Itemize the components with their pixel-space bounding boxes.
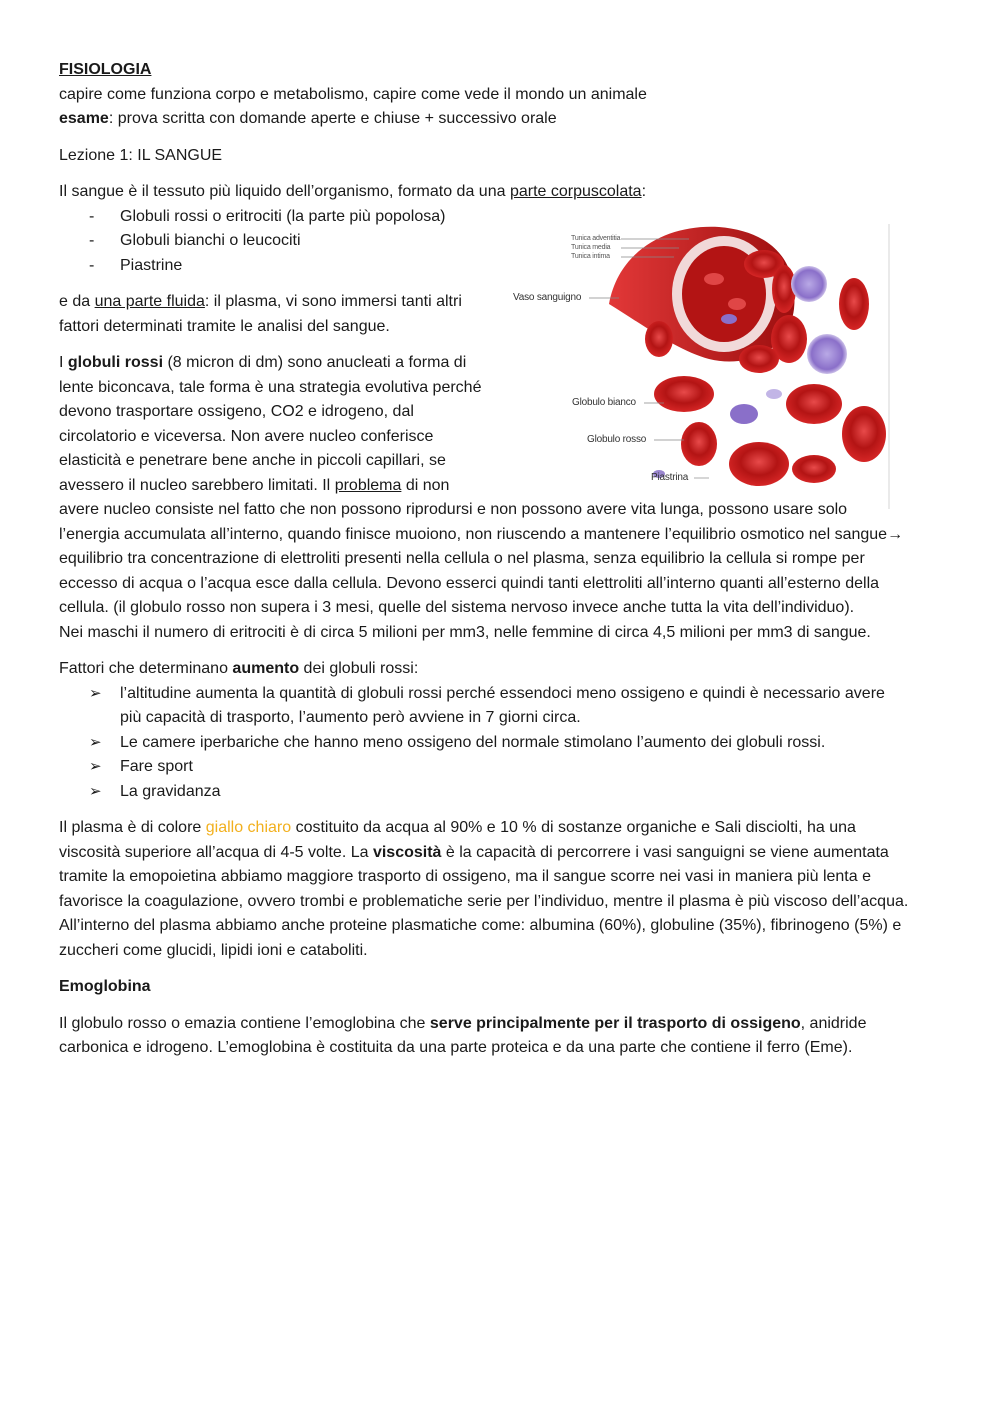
intro-line: capire come funziona corpo e metabolismo, capire come vede il mondo un animale	[59, 85, 647, 103]
exam-line: esame: prova scritta con domande aperte e chiuse + successivo orale	[59, 110, 557, 127]
label-media: Tunica media	[571, 244, 611, 251]
arrowhead-icon: ➢	[89, 684, 102, 702]
list-item: - Globuli bianchi o leucociti	[89, 232, 301, 249]
factors-intro: Fattori che determinano aumento dei globuli rossi:	[59, 660, 419, 677]
label-red-cell: Globulo rosso	[587, 434, 647, 445]
label-white-cell: Globulo bianco	[572, 397, 636, 408]
red-cells-continuation: avere nucleo consiste nel fatto che non possono riprodursi e non possono avere vita lunga, possono usare solo l’energia accumulata all’interno, quando finisce muoiono, non riuscendo a mantenere l’equilibrio osmotico nel sangue→ equilibrio tra concentrazione di elettroliti presenti nella cellula o nel plasma, senza equilibrio la cellula si rompe per eccesso di acqua o l’acqua esce dalla cellula. Devono esserci quindi tanti elettroliti all’interno quanti all’esterno della cellula. (il globulo rosso non supera i 3 mesi, quelle del sistema nervoso invece anche tutta la vita dell’individuo).	[59, 501, 904, 616]
list-item: ➢ Fare sport	[59, 755, 909, 780]
blood-intro: Il sangue è il tessuto più liquido dell’organismo, formato da una parte corpuscolata:	[59, 183, 647, 200]
hemoglobin-paragraph: Il globulo rosso o emazia contiene l’emoglobina che serve principalmente per il trasporto di ossigeno, anidride carbonica e idrogeno. L’emoglobina è costituita da una parte proteica e da una parte che contiene il ferro (Eme).	[59, 1014, 867, 1056]
label-platelet: Piastrina	[651, 472, 689, 483]
arrow-icon: →	[887, 525, 904, 543]
arrowhead-icon: ➢	[89, 758, 102, 775]
arrowhead-icon: ➢	[89, 782, 102, 800]
label-adventitia: Tunica adventitia	[571, 235, 621, 242]
list-item: ➢ l’altitudine aumenta la quantità di globuli rossi perché essendoci meno ossigeno e quindi è necessario avere più capacità di trasporto, l’aumento però avviene in 7 giorni circa.	[59, 682, 909, 731]
list-item: - Globuli rossi o eritrociti (la parte più popolosa)	[89, 207, 446, 225]
label-vessel: Vaso sanguigno	[513, 292, 582, 303]
arrowhead-icon: ➢	[89, 733, 102, 751]
blood-cells-illustration	[509, 219, 891, 509]
title: FISIOLOGIA	[59, 61, 152, 78]
document-body	[59, 58, 909, 1061]
blood-vessel-figure	[509, 219, 891, 509]
label-intima: Tunica intima	[571, 253, 610, 260]
red-cells-count: Nei maschi il numero di eritrociti è di circa 5 milioni per mm3, nelle femmine di circa 4,5 milioni per mm3 di sangue.	[59, 623, 871, 641]
lesson-title: Lezione 1: IL SANGUE	[59, 146, 223, 164]
plasma-paragraph: Il plasma è di colore giallo chiaro costituito da acqua al 90% e 10 % di sostanze organiche e Sali disciolti, ha una viscosità superiore all’acqua di 4-5 volte. La viscosità è la capacità di percorrere i vasi sanguigni se viene aumentata tramite la emopoietina abbiamo maggiore trasporto di ossigeno, ma il sangue scorre nei vasi in maniera più lenta e favorisce la coagulazione, ovvero trombi e problematiche serie per l’individuo, mentre il plasma è più viscoso dell’acqua. All’interno del plasma abbiamo anche proteine plasmatiche come: albumina (60%), globuline (35%), fibrinogeno (5%) e zuccheri come glucidi, lipidi ioni e cataboliti.	[59, 819, 909, 959]
list-item: ➢ La gravidanza	[59, 780, 909, 805]
factors-list	[59, 682, 909, 805]
list-item: - Piastrine	[89, 256, 183, 274]
list-item: ➢ Le camere iperbariche che hanno meno ossigeno del normale stimolano l’aumento dei globuli rossi.	[59, 731, 909, 756]
fluid-paragraph: e da una parte fluida: il plasma, vi sono immersi tanti altri fattori determinati tramite le analisi del sangue.	[59, 293, 462, 335]
red-cells-paragraph: I globuli rossi (8 micron di dm) sono anucleati a forma di lente biconcava, tale forma è una strategia evolutiva perché devono trasportare ossigeno, CO2 e idrogeno, dal circolatorio e viceversa. Non avere nucleo conferisce elasticità e penetrare bene anche in piccoli capillari, se avessero il nucleo sarebbero limitati. Il problema di non	[59, 354, 482, 494]
hemoglobin-heading: Emoglobina	[59, 978, 151, 995]
